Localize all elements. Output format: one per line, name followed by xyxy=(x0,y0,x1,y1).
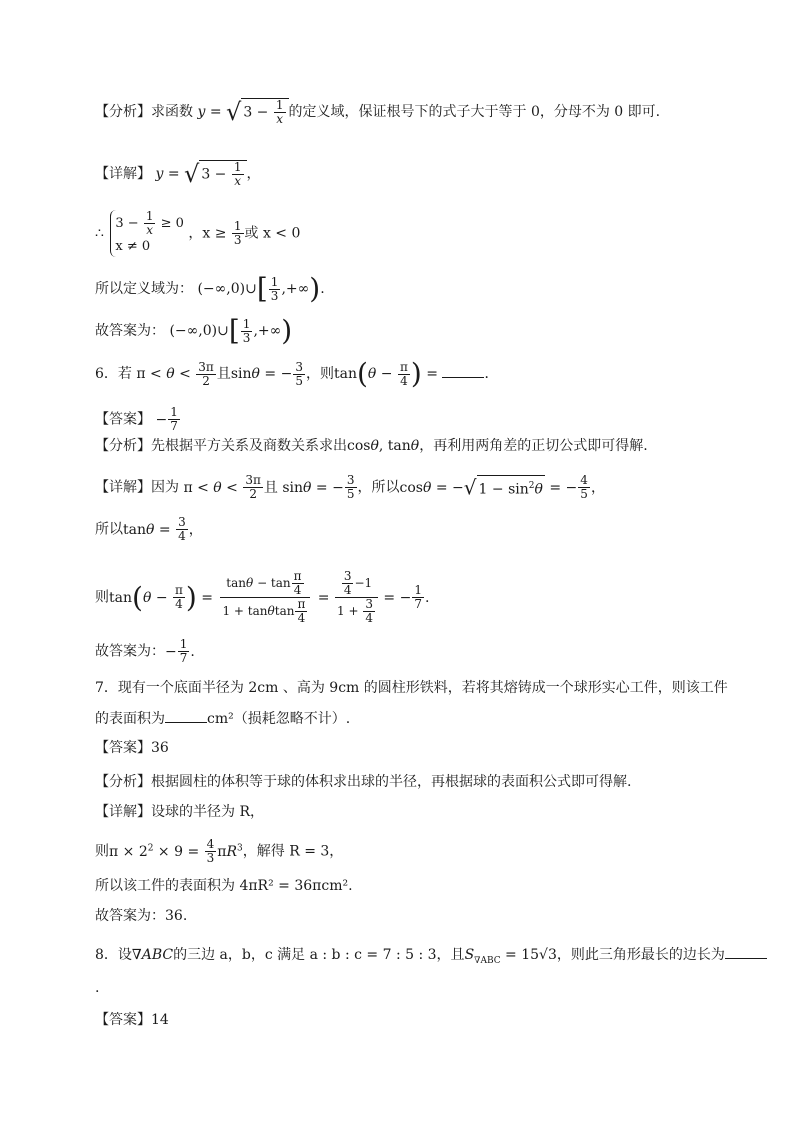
q8-answer-value: 14 xyxy=(151,1012,169,1028)
sqrt-expr: √ 3 − $\frac{1}{x}$ xyxy=(226,98,288,126)
q7-analysis-line xyxy=(95,772,734,792)
q8-line2: . xyxy=(95,980,100,996)
answer-tag: 【答案】 xyxy=(95,740,151,756)
q6-final-line xyxy=(95,638,734,665)
therefore-symbol: ∴ xyxy=(95,225,104,242)
q8-answer-line xyxy=(95,1010,734,1030)
q5-analysis-pre: 求函数 xyxy=(151,104,193,120)
q6-formula: tan(θ − $\frac{\pi}{4}$ ) = tanθ − tan $\frac{\pi}{4}$ 1 + tanθtan $\frac{\pi}{4}$ = $\frac{3}{4}$ −1 1 + $\frac{3}{4}$ = − $\frac{1}{7}$ . xyxy=(109,569,430,625)
q7-line2-pre: 的表面积为 xyxy=(95,711,165,727)
sys-line1-post: ≥ 0 xyxy=(156,216,184,231)
q7-surface-line: 所以该工件的表面积为 4πR² = 36πcm². xyxy=(95,878,353,894)
q6-cos-expr: cosθ = −√ $1 - \sin^2\theta$ = − $\frac{4}{5}$ ， xyxy=(399,473,605,501)
q6-question xyxy=(95,357,734,390)
q7-eq-line xyxy=(95,838,734,865)
answer-tag: 【答案】 xyxy=(95,411,151,428)
q5-answer-line xyxy=(95,314,734,347)
q6-detail-mid: ，所以 xyxy=(357,479,400,496)
sys-result-pre: ，x ≥ xyxy=(188,225,231,242)
q6-tan-line xyxy=(95,516,734,543)
q7-detail-line xyxy=(95,802,734,822)
math-y: y xyxy=(197,104,206,120)
q6-answer-value: − $\frac{1}{7}$ xyxy=(155,405,178,433)
q5-answer-expr: (−∞,0)∪[ $\frac{1}{3}$ ,+∞) xyxy=(169,314,293,347)
answer-blank[interactable] xyxy=(442,363,484,378)
answer-tag: 【答案】 xyxy=(95,1012,151,1028)
analysis-tag: 【分析】 xyxy=(95,438,151,454)
q8-triangle: ∇ABC xyxy=(131,947,174,963)
q6-then: ，则 xyxy=(305,366,334,382)
q6-cos-tan: cosθ, tanθ xyxy=(347,438,420,454)
q6-analysis-text: 先根据平方关系及商数关系求出 xyxy=(151,438,347,454)
q7-analysis-text: 根据圆柱的体积等于球的体积求出球的半径，再根据球的表面积公式即可得解. xyxy=(151,774,632,790)
q6-final-value: − $\frac{1}{7}$ . xyxy=(165,637,195,665)
sys-result-post: 或 x < 0 xyxy=(244,225,301,242)
q6-end: ． xyxy=(484,366,499,382)
inequality-system: 3 − $\frac{1}{x}$ ≥ 0 x ≠ 0 xyxy=(110,210,184,257)
q8-line1-mid: 的三边 a，b，c 满足 a : b : c = 7 : 5 : 3，且 xyxy=(173,947,465,963)
q8-line1-post: ，则此三角形最长的边长为 xyxy=(556,947,725,963)
q6-answer-line xyxy=(95,406,734,433)
q8-line1-pre: 8．设 xyxy=(95,947,132,963)
q6-then-tan: 则 xyxy=(95,589,109,606)
q6-so-tan: 所以 xyxy=(95,521,123,538)
q7-answer-line xyxy=(95,738,734,758)
q6-num: 6．若 xyxy=(95,366,132,382)
q7-line2-unit: cm²（损耗忽略不计）. xyxy=(207,711,351,727)
q5-analysis-line: 【分析】求函数 y = √ 3 − $\frac{1}{x}$ 的定义域，保证根号下的式子大于等于 0，分母不为 0 即可. xyxy=(95,98,661,126)
domain-expr: (−∞,0)∪[ $\frac{1}{3}$ ,+∞). xyxy=(197,272,325,305)
answer-blank[interactable] xyxy=(165,708,207,723)
q5-detail-line: 【详解】 y = √ 3 − $\frac{1}{x}$ ， xyxy=(95,160,261,188)
q5-domain-line xyxy=(95,272,734,305)
q7-eq-pre: 则 xyxy=(95,843,109,860)
q5-analysis-post: 的定义域，保证根号下的式子大于等于 0，分母不为 0 即可. xyxy=(288,104,661,120)
q8-area: $S_{\nabla ABC} = 15√3$ xyxy=(464,947,557,966)
q6-analysis-text2: ，再利用两角差的正切公式即可得解. xyxy=(419,438,648,454)
q8-line1 xyxy=(95,944,734,971)
q6-analysis-line xyxy=(95,436,734,456)
q6-formula-line xyxy=(95,570,734,625)
q7-eq: $\pi \times 2^2 \times 9$ = $\frac{4}{3}$ $\pi R^3$ xyxy=(109,837,243,866)
analysis-tag: 【分析】 xyxy=(95,104,151,120)
answer-blank[interactable] xyxy=(725,944,767,959)
q6-detail-line xyxy=(95,474,734,501)
q7-line1: 7．现有一个底面半径为 2cm 、高为 9cm 的圆柱形铁料，若将其熔铸成一个球形实心工件，则该工件 xyxy=(95,680,728,696)
q6-cond-mid: 且 xyxy=(216,366,231,382)
q7-final-line: 故答案为：36. xyxy=(95,908,188,924)
q7-answer-value: 36 xyxy=(151,740,169,756)
q6-detail-pre: 因为 xyxy=(151,479,179,496)
q6-detail-cond: π < θ < $\frac{3\pi}{2}$ 且 sinθ = − $\frac{3}{5}$ xyxy=(183,473,355,501)
q6-answer-pre: 故答案为： xyxy=(95,643,165,660)
q6-sin: sinθ = − $\frac{3}{5}$ xyxy=(230,359,303,388)
q5-system-line: ∴ 3 − $\frac{1}{x}$ ≥ 0 x ≠ 0 ，x ≥ $\frac{1}{3}$ 或 x < 0 xyxy=(95,210,734,257)
math-y2: y xyxy=(155,166,164,182)
q6-tan-value: tanθ = $\frac{3}{4}$ ， xyxy=(123,515,203,543)
q7-line2 xyxy=(95,708,734,729)
q6-tan: tan(θ − $\frac{\pi}{4}$ ) = xyxy=(333,357,443,390)
q7-detail-text: 设球的半径为 R， xyxy=(151,804,264,820)
detail-tag: 【详解】 xyxy=(95,804,151,820)
sys-line1: 3 − xyxy=(115,216,143,231)
domain-pre: 所以定义域为： xyxy=(95,281,193,297)
analysis-tag: 【分析】 xyxy=(95,774,151,790)
q5-answer-pre: 故答案为： xyxy=(95,323,165,339)
q7-eq-post: ，解得 R = 3， xyxy=(242,843,344,860)
detail-tag: 【详解】 xyxy=(95,166,151,182)
sqrt-expr-2: √ 3 − $\frac{1}{x}$ xyxy=(184,160,246,188)
q6-cond: π < θ < $\frac{3\pi}{2}$ xyxy=(136,359,214,388)
detail-tag: 【详解】 xyxy=(95,479,151,496)
sys-line2: x ≠ 0 xyxy=(115,239,151,254)
